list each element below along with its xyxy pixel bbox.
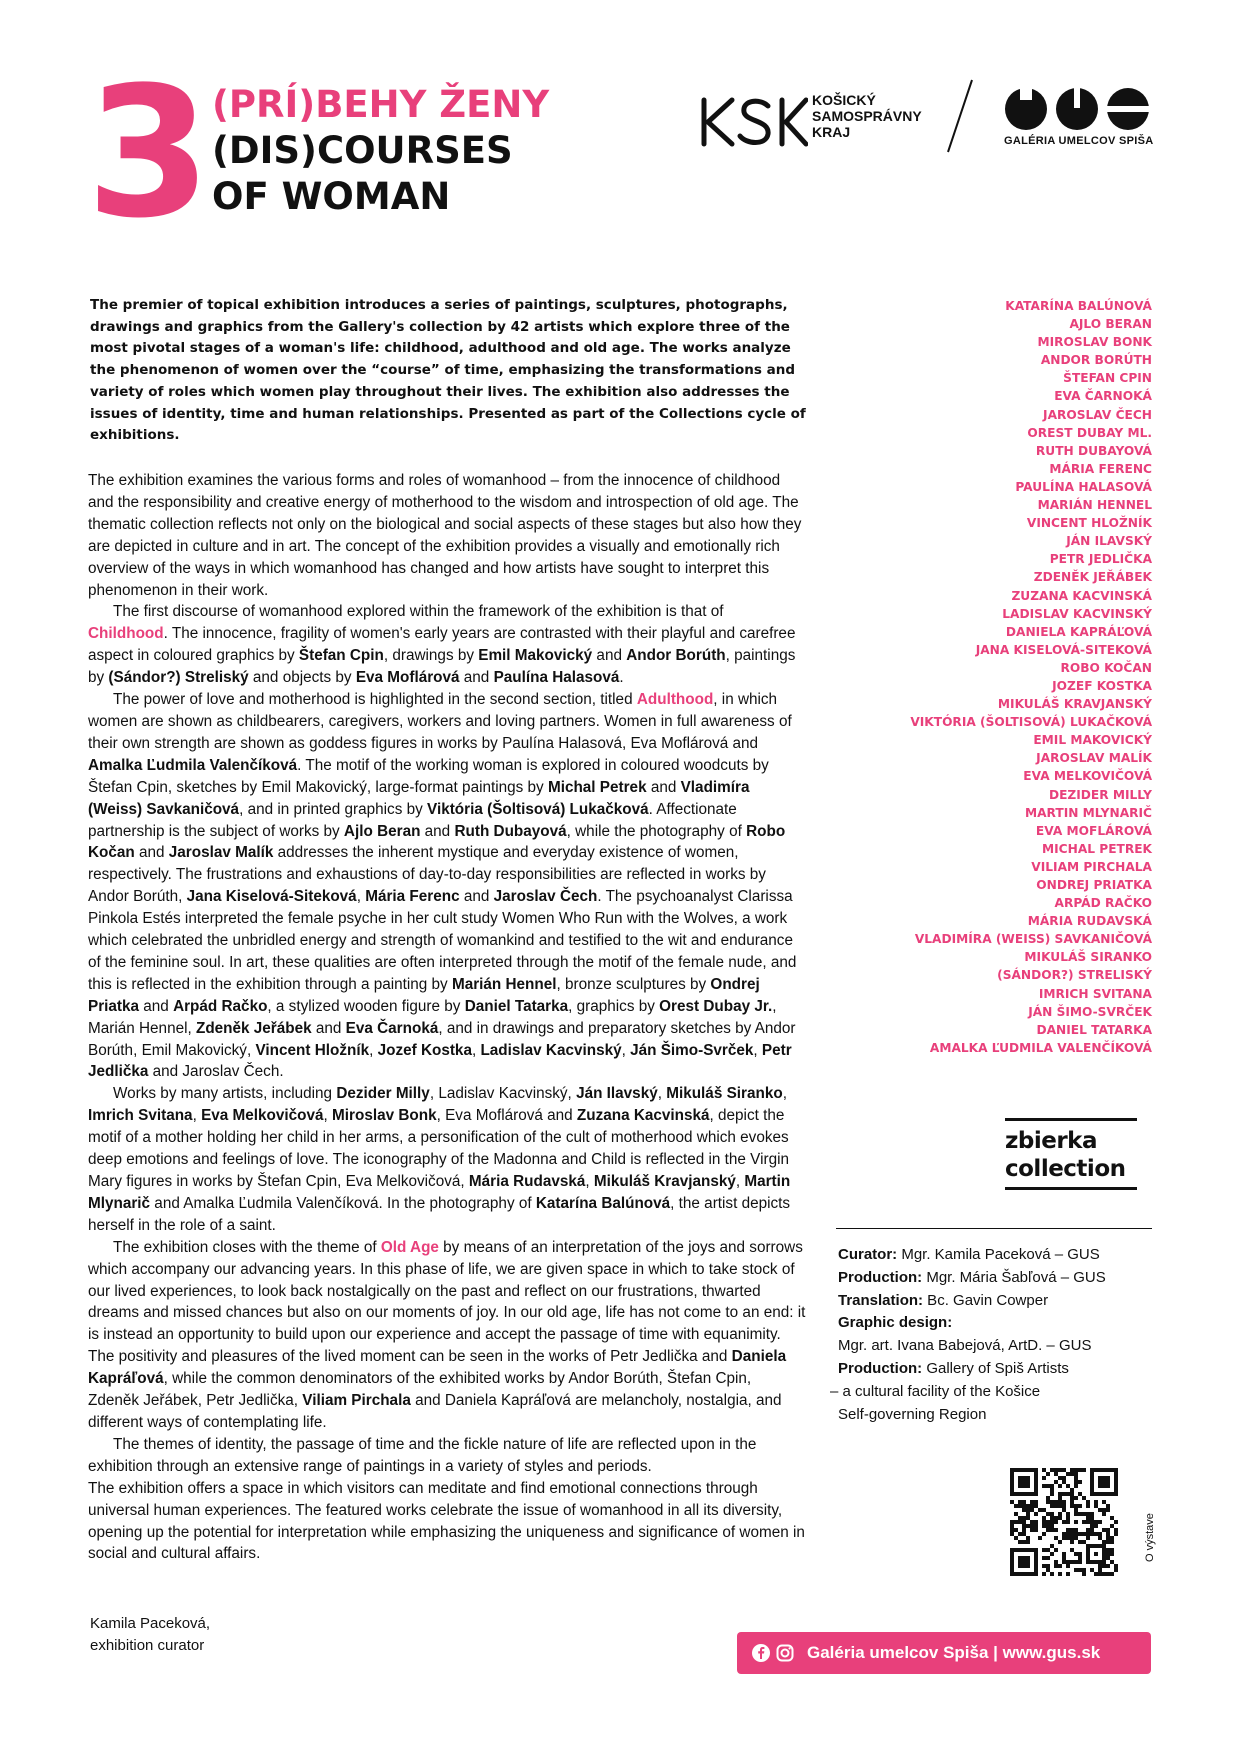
ksk-line-2: SAMOSPRÁVNY <box>812 108 922 124</box>
qr-label: O výstave <box>1144 1513 1156 1562</box>
artist-name: JOZEF KOSTKA <box>1052 678 1152 693</box>
artist-name: EMIL MAKOVICKÝ <box>1033 733 1152 748</box>
section-old-age: Old Age <box>380 1238 439 1256</box>
article-body <box>88 470 806 1565</box>
artist-name: ANDOR BORÚTH <box>1040 353 1152 368</box>
artist-name: ZDENĚK JEŘÁBEK <box>1033 570 1152 585</box>
ksk-line-1: KOŠICKÝ <box>812 92 876 108</box>
artist-name: (SÁNDOR?) STRELISKÝ <box>997 968 1152 983</box>
paragraph-intro: The exhibition examines the various forms and roles of womanhood – from the innocence of childhood and the responsibility and creative energy of motherhood to the wisdom and introspection of old age. The thematic collection reflects not only on the biological and social aspects of these stages but also how they are depicted in culture and in art. The concept of the exhibition provides a visually and emotionally rich overview of the ways in which womanhood has changed and how artists have sought to interpret this phenomenon in their work. <box>88 472 802 599</box>
paragraph-closing: The exhibition offers a space in which visitors can meditate and find emotional connections through universal human experiences. The featured works celebrate the issue of womanhood in all its diversity, opening up the potential for interpretation while emphasizing the uniqueness and significance of women in social and cultural affairs. <box>88 1479 805 1563</box>
paragraph-childhood: The first discourse of womanhood explored within the framework of the exhibition is that of Childhood. The innocence, fragility of women's early years are contrasted with their playful and carefree aspect in coloured graphics by Štefan Cpin, drawings by Emil Makovický and Andor Borúth, paintings by (Sándor?) Streliský and objects by Eva Moflárová and Paulína Halasová. <box>88 603 796 687</box>
artist-name: IMRICH SVITANA <box>1038 986 1152 1001</box>
artist-name: AMALKA ĽUDMILA VALENČÍKOVÁ <box>929 1040 1152 1055</box>
artist-name: ZUZANA KACVINSKÁ <box>1011 588 1152 603</box>
gus-logo-icon <box>1004 86 1152 132</box>
artist-name: EVA MOFLÁROVÁ <box>1035 823 1152 838</box>
gus-caption: GALÉRIA UMELCOV SPIŠA <box>1004 135 1154 147</box>
instagram-icon[interactable] <box>775 1643 795 1663</box>
credit-curator: Curator: Mgr. Kamila Paceková – GUS <box>838 1246 1100 1263</box>
artist-name: JAROSLAV MALÍK <box>1036 751 1152 766</box>
artist-name: ŠTEFAN CPIN <box>1063 371 1152 386</box>
signature <box>90 1613 210 1657</box>
artist-name: MARTIN MLYNARIČ <box>1024 805 1152 820</box>
exhibition-number: 3 <box>86 49 208 258</box>
lead-paragraph: The premier of topical exhibition introduces a series of paintings, sculptures, photographs, drawings and graphics from the Gallery's collection by 42 artists which explore three of the most pivotal stages of a woman's life: childhood, adulthood and old age. The works analyze the phenomenon of women over the “course” of time, emphasizing the transformations and variety of roles which women play throughout their lives. The exhibition also addresses the issues of identity, time and human relationships. Presented as part of the Collections cycle of exhibitions. <box>90 297 806 444</box>
artist-name: MÁRIA RUDAVSKÁ <box>1027 914 1152 929</box>
artist-name: PETR JEDLIČKA <box>1049 552 1152 567</box>
artist-name: KATARÍNA BALÚNOVÁ <box>1005 299 1152 313</box>
credit-design-value: Mgr. art. Ivana Babejová, ArtD. – GUS <box>838 1337 1092 1355</box>
artist-name: AJLO BERAN <box>1069 317 1152 332</box>
section-childhood: Childhood <box>88 625 164 643</box>
title-line-slovak: (PRÍ)BEHY ŽENY <box>212 83 550 126</box>
divider-slash <box>944 78 974 154</box>
qr-code-icon[interactable] <box>1010 1468 1118 1576</box>
artist-name: MIROSLAV BONK <box>1037 335 1152 350</box>
exhibition-title <box>212 82 549 220</box>
artist-name: MIKULÁŠ KRAVJANSKÝ <box>997 697 1152 712</box>
ksk-logo-icon <box>698 92 808 152</box>
artist-name: PAULÍNA HALASOVÁ <box>1015 479 1152 494</box>
artist-name: JANA KISELOVÁ-SITEKOVÁ <box>975 642 1152 657</box>
credits <box>830 1244 1106 1426</box>
artist-name: EVA MELKOVIČOVÁ <box>1023 769 1152 784</box>
facebook-icon[interactable] <box>751 1643 771 1663</box>
zbierka-line-2: collection <box>1005 1156 1126 1182</box>
artist-name: MIKULÁŠ SIRANKO <box>1024 950 1152 965</box>
credit-production-2-line-2: – a cultural facility of the Košice <box>830 1382 1041 1400</box>
artist-name: ONDREJ PRIATKA <box>1036 878 1152 892</box>
credits-divider <box>836 1228 1152 1229</box>
artist-name: EVA ČARNOKÁ <box>1054 389 1152 404</box>
artist-name: VLADIMÍRA (WEISS) SAVKANIČOVÁ <box>914 932 1152 947</box>
artist-name: DANIELA KAPRÁĽOVÁ <box>1005 624 1152 639</box>
credit-production-2: Production: Gallery of Spiš Artists <box>838 1359 1069 1377</box>
paragraph-adulthood: The power of love and motherhood is highlighted in the second section, titled Adulthood, in which women are shown as childbearers, caregivers, workers and loving partners. Women in full awareness of their own strength are shown as goddess figures in works by Paulína Halasová, Eva Moflárová and Amalka Ľudmila Valenčíková. The motif of the working woman is explored in coloured woodcuts by Štefan Cpin, sketches by Emil Makovický, large-format paintings by Michal Petrek and Vladimíra (Weiss) Savkaničová, and in printed graphics by Viktória (Šoltisová) Lukačková. Affectionate partnership is the subject of works by Ajlo Beran and Ruth Dubayová, while the photography of Robo Kočan and Jaroslav Malík addresses the inherent mystique and everyday existence of women, respectively. The frustrations and exhaustions of day-to-day responsibilities are reflected in works by Andor Borúth, Jana Kiselová-Siteková, Mária Ferenc and Jaroslav Čech. The psychoanalyst Clarissa Pinkola Estés interpreted the female psyche in her cult study Women Who Run with the Wolves, a work which celebrated the unbridled energy and strength of womankind and testified to the wit and endurance of the feminine soul. In art, these qualities are often interpreted through the motif of the female nude, and this is reflected in the exhibition through a painting by Marián Hennel, bronze sculptures by Ondrej Priatka and Arpád Račko, a stylized wooden figure by Daniel Tatarka, graphics by Orest Dubay Jr., Marián Hennel, Zdeněk Jeřábek and Eva Čarnoká, and in drawings and preparatory sketches by Andor Borúth, Emil Makovický, Vincent Hložník, Jozef Kostka, Ladislav Kacvinský, Ján Šimo-Svrček, Petr Jedlička and Jaroslav Čech. <box>88 691 797 1081</box>
artist-name: VILIAM PIRCHALA <box>1031 859 1152 874</box>
artist-name: VIKTÓRIA (ŠOLTISOVÁ) LUKAČKOVÁ <box>910 715 1152 730</box>
artist-name: RUTH DUBAYOVÁ <box>1035 443 1152 458</box>
artist-name: MÁRIA FERENC <box>1049 461 1152 476</box>
artist-name: DANIEL TATARKA <box>1036 1022 1152 1037</box>
artist-name: ROBO KOČAN <box>1060 660 1152 675</box>
artist-name: DEZIDER MILLY <box>1048 787 1152 802</box>
title-line-discourses: (DIS)COURSES <box>212 129 513 172</box>
artist-name: LADISLAV KACVINSKÝ <box>1002 606 1152 621</box>
credit-production: Production: Mgr. Mária Šabľová – GUS <box>838 1268 1106 1286</box>
title-line-of-woman: OF WOMAN <box>212 175 451 218</box>
signature-role: exhibition curator <box>90 1637 205 1654</box>
paragraph-old-age: The exhibition closes with the theme of Old Age by means of an interpretation of the joys and sorrows which accompany our advancing years. In this phase of life, we are given space in which to take stock of our lived experiences, to look back nostalgically on the past and reflect on our frustrations, thwarted dreams and missed chances but also on our moments of joy. In our old age, life has not come to an end: it is instead an opportunity to build upon our experience and accept the passage of time with equanimity. The positivity and pleasures of the lived moment can be seen in the works of Petr Jedlička and Daniela Kapráľová, while the common denominators of the exhibited works by Andor Borúth, Štefan Cpin, Zdeněk Jeřábek, Petr Jedlička, Viliam Pirchala and Daniela Kapráľová are melancholy, nostalgia, and different ways of contemplating life. <box>88 1238 806 1431</box>
artist-name: VINCENT HLOŽNÍK <box>1026 516 1152 531</box>
paragraph-themes: The themes of identity, the passage of time and the fickle nature of life are reflected upon in the exhibition through an extensive range of paintings in a variety of styles and periods. <box>88 1435 757 1475</box>
zbierka-line-1: zbierka <box>1005 1128 1097 1154</box>
artist-name: ARPÁD RAČKO <box>1054 896 1152 911</box>
artist-name: JAROSLAV ČECH <box>1043 407 1152 422</box>
ksk-logo-text <box>812 92 922 140</box>
ksk-line-3: KRAJ <box>812 124 851 140</box>
credit-production-2-line-3: Self-governing Region <box>838 1405 987 1423</box>
signature-name: Kamila Paceková, <box>90 1615 211 1632</box>
artist-name: MARIÁN HENNEL <box>1037 498 1152 513</box>
artist-name: OREST DUBAY ML. <box>1027 425 1152 440</box>
zbierka-collection-logo <box>1005 1118 1137 1190</box>
artist-name: JÁN ILAVSKÝ <box>1066 534 1152 549</box>
credit-translation: Translation: Bc. Gavin Cowper <box>838 1291 1049 1309</box>
artist-name: MICHAL PETREK <box>1042 841 1152 856</box>
footer-bar[interactable] <box>737 1632 1151 1674</box>
footer-website-link[interactable]: Galéria umelcov Spiša | www.gus.sk <box>807 1643 1101 1662</box>
section-adulthood: Adulthood <box>636 691 714 709</box>
artist-name: JÁN ŠIMO-SVRČEK <box>1028 1004 1152 1019</box>
paragraph-motherhood: Works by many artists, including Dezider Milly, Ladislav Kacvinský, Ján Ilavský, Mikuláš Siranko, Imrich Svitana, Eva Melkovičová, Miroslav Bonk, Eva Moflárová and Zuzana Kacvinská, depict the motif of a mother holding her child in her arms, a personification of the cult of motherhood which evokes deep emotions and feelings of love. The iconography of the Madonna and Child is reflected in the Virgin Mary figures in works by Štefan Cpin, Eva Melkovičová, Mária Rudavská, Mikuláš Kravjanský, Martin Mlynarič and Amalka Ľudmila Valenčíková. In the photography of Katarína Balúnová, the artist depicts herself in the role of a saint. <box>88 1085 791 1234</box>
artists-list <box>910 297 1152 1057</box>
credit-design-label: Graphic design: <box>838 1314 953 1332</box>
